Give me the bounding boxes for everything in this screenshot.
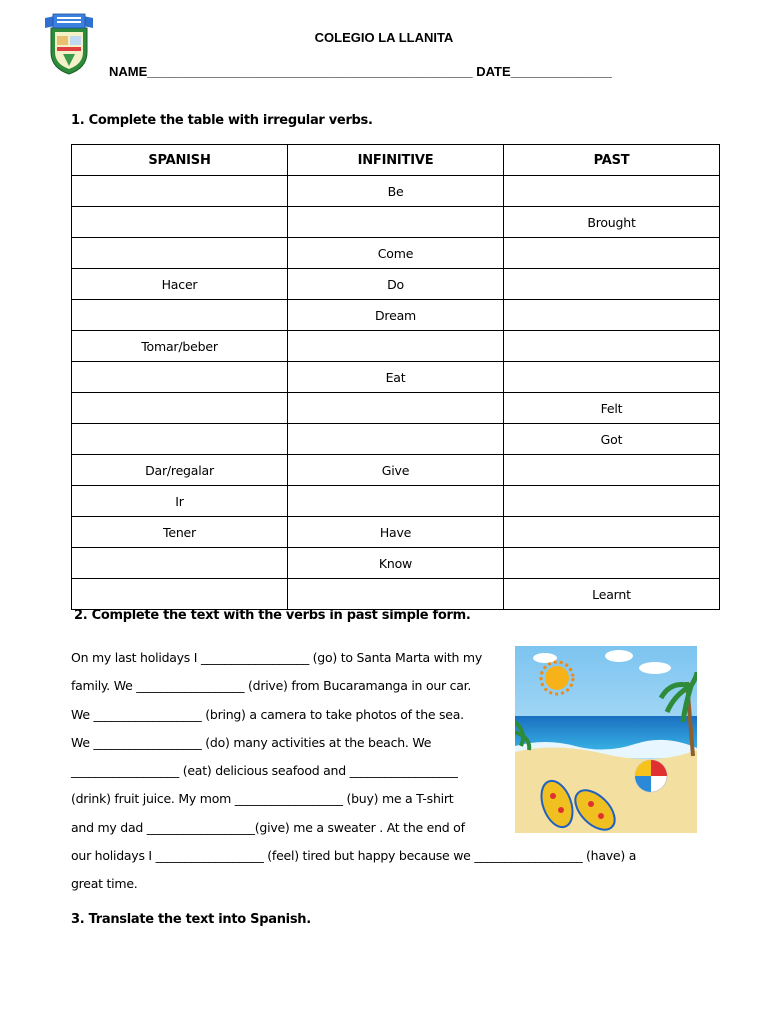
infinitive-cell: Dream <box>288 300 504 331</box>
past-cell: Got <box>504 424 720 455</box>
spanish-cell: Dar/regalar <box>72 455 288 486</box>
spanish-cell <box>72 548 288 579</box>
name-date-line: NAME_____________________________________________ DATE______________ <box>109 64 612 79</box>
past-cell <box>504 331 720 362</box>
table-row <box>72 176 720 207</box>
table-row <box>72 269 720 300</box>
spanish-cell <box>72 393 288 424</box>
paragraph-line: and my dad __________________(give) me a sweater . At the end of <box>71 819 465 835</box>
table-row <box>72 362 720 393</box>
column-header-infinitive: INFINITIVE <box>288 145 504 176</box>
spanish-cell <box>72 362 288 393</box>
spanish-cell <box>72 238 288 269</box>
spanish-cell: Tomar/beber <box>72 331 288 362</box>
spanish-cell: Ir <box>72 486 288 517</box>
spanish-cell: Hacer <box>72 269 288 300</box>
paragraph-line: great time. <box>71 876 138 892</box>
table-row <box>72 393 720 424</box>
section3-title: 3. Translate the text into Spanish. <box>71 912 311 927</box>
table-header-row <box>72 145 720 176</box>
table-row <box>72 331 720 362</box>
section2-title: 2. Complete the text with the verbs in past simple form. <box>74 608 471 623</box>
infinitive-cell <box>288 486 504 517</box>
infinitive-cell: Have <box>288 517 504 548</box>
spanish-cell <box>72 579 288 610</box>
past-cell: Brought <box>504 207 720 238</box>
past-cell <box>504 517 720 548</box>
spanish-cell <box>72 300 288 331</box>
table-row <box>72 455 720 486</box>
table-row <box>72 207 720 238</box>
past-cell <box>504 238 720 269</box>
past-cell <box>504 300 720 331</box>
infinitive-cell <box>288 207 504 238</box>
column-header-past: PAST <box>504 145 720 176</box>
table-row <box>72 486 720 517</box>
past-cell <box>504 176 720 207</box>
infinitive-cell <box>288 579 504 610</box>
spanish-cell <box>72 176 288 207</box>
paragraph-line: our holidays I __________________ (feel) tired but happy because we __________________ (have) a <box>71 848 637 864</box>
infinitive-cell <box>288 393 504 424</box>
infinitive-cell: Do <box>288 269 504 300</box>
table-row <box>72 579 720 610</box>
spanish-cell <box>72 424 288 455</box>
section1-title: 1. Complete the table with irregular verbs. <box>71 113 373 128</box>
table-row <box>72 548 720 579</box>
beach-illustration <box>515 646 697 833</box>
infinitive-cell <box>288 424 504 455</box>
past-cell: Felt <box>504 393 720 424</box>
irregular-verbs-table <box>71 144 720 610</box>
paragraph-line: family. We __________________ (drive) from Bucaramanga in our car. <box>71 678 472 694</box>
spanish-cell <box>72 207 288 238</box>
paragraph-line: We __________________ (bring) a camera to take photos of the sea. <box>71 706 464 722</box>
infinitive-cell: Know <box>288 548 504 579</box>
table-row <box>72 238 720 269</box>
paragraph-line: We __________________ (do) many activities at the beach. We <box>71 734 432 750</box>
table-row <box>72 300 720 331</box>
infinitive-cell <box>288 331 504 362</box>
infinitive-cell: Come <box>288 238 504 269</box>
past-cell <box>504 269 720 300</box>
past-cell <box>504 362 720 393</box>
infinitive-cell: Eat <box>288 362 504 393</box>
past-cell <box>504 486 720 517</box>
school-name: COLEGIO LA LLANITA <box>314 30 454 45</box>
paragraph-line: __________________ (eat) delicious seafood and __________________ <box>71 763 458 779</box>
past-cell <box>504 548 720 579</box>
paragraph-line: (drink) fruit juice. My mom __________________ (buy) me a T-shirt <box>71 791 454 807</box>
spanish-cell: Tener <box>72 517 288 548</box>
paragraph-line: On my last holidays I __________________ (go) to Santa Marta with my <box>71 650 482 665</box>
infinitive-cell: Be <box>288 176 504 207</box>
table-row <box>72 517 720 548</box>
past-cell <box>504 455 720 486</box>
past-cell: Learnt <box>504 579 720 610</box>
column-header-spanish: SPANISH <box>72 145 288 176</box>
infinitive-cell: Give <box>288 455 504 486</box>
table-row <box>72 424 720 455</box>
